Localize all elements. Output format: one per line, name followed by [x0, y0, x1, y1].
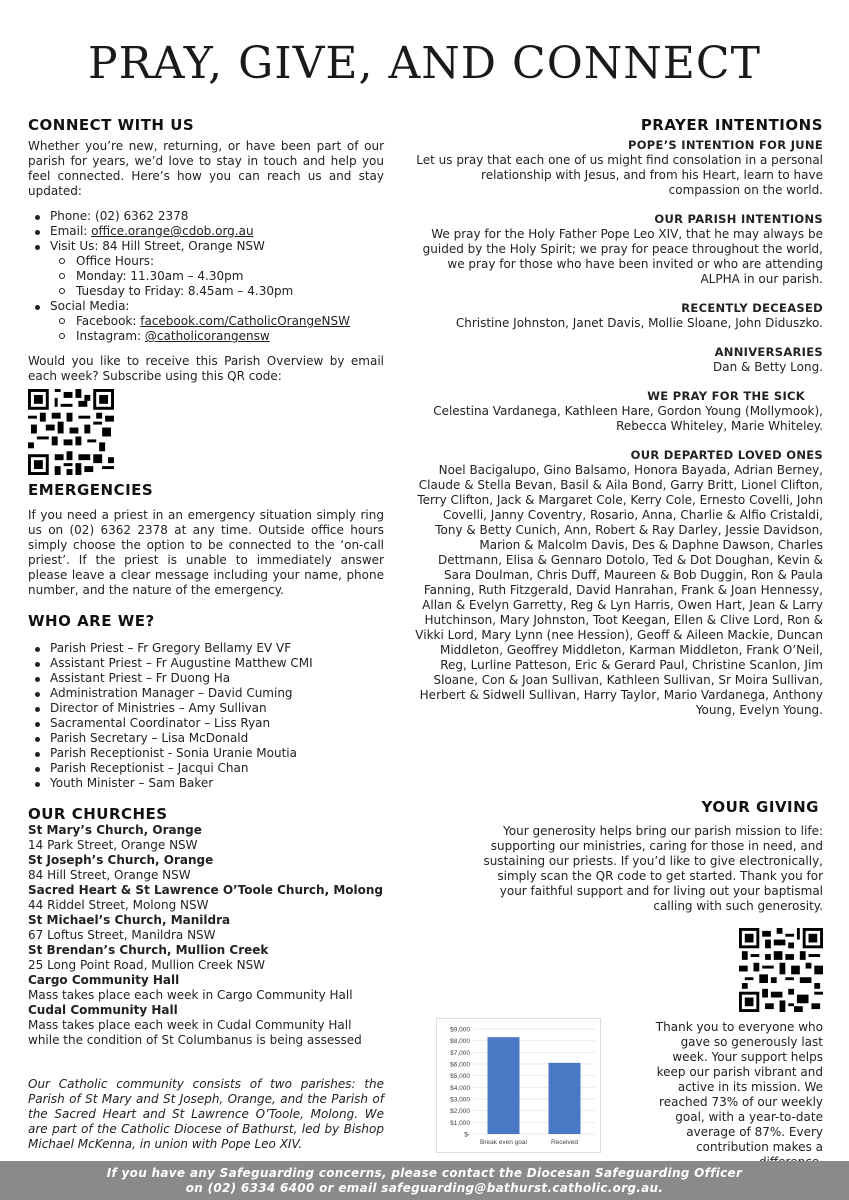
hours-tue-fri: Tuesday to Friday: 8.45am – 4.30pm [50, 284, 384, 299]
chart-bar [488, 1037, 520, 1134]
church-detail: 14 Park Street, Orange NSW [28, 838, 198, 852]
anniversaries-heading: ANNIVERSARIES [714, 345, 823, 359]
deceased-text: Christine Johnston, Janet Davis, Mollie Sloane, John Diduszko. [455, 316, 823, 330]
chart-y-tick-label: $5,000 [450, 1073, 470, 1081]
instagram-label: Instagram: [76, 329, 145, 343]
church-entry [28, 913, 384, 943]
connect-intro: Whether you’re new, returning, or have been part of our parish for years, we’d love to stay in touch and help you feel connected. Here’s how you can reach us and stay updated: [28, 139, 384, 198]
giving-qr-code[interactable] [739, 928, 823, 1012]
church-entry [28, 823, 384, 853]
sick-text: Celestina Vardanega, Kathleen Hare, Gordon Young (Mollymook), Rebecca Whiteley, Marie Whiteley. [433, 404, 823, 433]
staff-item: Administration Manager – David Cuming [28, 686, 384, 701]
chart-y-tick-label: $4,000 [450, 1084, 470, 1092]
emergencies-text: If you need a priest in an emergency situation simply ring us on (02) 6362 2378 at any time. Outside office hours simply choose the option to be connected to the ‘on-call priest’. If the priest is unable to immediately answer please leave a clear message including your name, phone number, and the nature of the emergency. [28, 508, 384, 597]
right-column [413, 116, 823, 718]
deceased-heading: RECENTLY DECEASED [681, 301, 823, 315]
chart-y-tick-label: $8,000 [450, 1038, 470, 1046]
contact-visit [28, 239, 384, 299]
safeguarding-footer [0, 1161, 849, 1200]
chart-y-tick-label: $1,000 [450, 1119, 470, 1127]
staff-list [28, 641, 384, 791]
church-detail: 25 Long Point Road, Mullion Creek NSW [28, 958, 266, 972]
giving-text: Your generosity helps bring our parish mission to life: supporting our ministries, caring for those in need, and sustaining our priests. If you’d like to give electronically, simply scan the QR code to get started. Thank you for your faithful support and for living out your baptismal calling with such generosity. [483, 824, 823, 913]
subscribe-qr-code[interactable] [28, 389, 114, 475]
church-name: St Joseph’s Church, Orange [28, 853, 214, 867]
church-detail: Mass takes place each week in Cargo Community Hall [28, 988, 353, 1002]
prayer-heading: PRAYER INTENTIONS [640, 116, 823, 134]
departed-heading: OUR DEPARTED LOVED ONES [630, 448, 823, 462]
community-note: Our Catholic community consists of two parishes: the Parish of St Mary and St Joseph, Orange, and the Parish of the Sacred Heart and St Lawrence O’Toole, Molong. We are part of the Catholic Diocese of Bathurst, led by Bishop Michael McKenna, in union with Pope Leo XIV. [28, 1077, 384, 1151]
church-entry [28, 883, 384, 913]
footer-line-2: on (02) 6334 6400 or email safeguarding@bathurst.catholic.org.au. [185, 1181, 664, 1195]
giving-section [483, 798, 823, 1012]
chart-x-tick-label: Received [550, 1139, 579, 1146]
visit-label: Visit Us: 84 Hill Street, Orange NSW [50, 239, 265, 253]
churches-heading: OUR CHURCHES [28, 805, 168, 823]
church-detail: Mass takes place each week in Cudal Community Hall while the condition of St Columbanus is being assessed [28, 1018, 362, 1047]
church-detail: 84 Hill Street, Orange NSW [28, 868, 191, 882]
chart-y-tick-label: $7,000 [450, 1049, 470, 1057]
church-detail: 44 Riddel Street, Molong NSW [28, 898, 209, 912]
staff-item: Assistant Priest – Fr Duong Ha [28, 671, 384, 686]
staff-item: Sacramental Coordinator – Liss Ryan [28, 716, 384, 731]
giving-bar-chart [437, 1019, 602, 1154]
church-name: St Michael’s Church, Manildra [28, 913, 231, 927]
contact-email [28, 224, 384, 239]
contact-phone: Phone: (02) 6362 2378 [28, 209, 384, 224]
anniversaries-text: Dan & Betty Long. [713, 360, 823, 374]
church-detail: 67 Loftus Street, Manildra NSW [28, 928, 216, 942]
who-heading: WHO ARE WE? [28, 612, 155, 630]
church-list [28, 823, 384, 1048]
sick-heading: WE PRAY FOR THE SICK [647, 389, 805, 403]
contact-social [28, 299, 384, 344]
pope-intention-heading: POPE’S INTENTION FOR JUNE [628, 138, 823, 152]
church-entry [28, 853, 384, 883]
page-title: PRAY, GIVE, AND CONNECT [88, 38, 761, 89]
chart-x-tick-label: Break even goal [480, 1139, 527, 1146]
facebook-label: Facebook: [76, 314, 141, 328]
staff-item: Youth Minister – Sam Baker [28, 776, 384, 791]
office-hours-label: Office Hours: [50, 254, 384, 269]
chart-y-tick-label: $3,000 [450, 1096, 470, 1104]
social-label: Social Media: [50, 299, 130, 313]
departed-text: Noel Bacigalupo, Gino Balsamo, Honora Bayada, Adrian Berney, Claude & Stella Bevan, Basil & Aila Bond, Garry Britt, Lionel Clifton, Terry Clifton, Jack & Margaret Cole, Kerry Cole, Ernesto Covelli, John Covelli, Janny Coventry, Rosario, Anna, Charlie & Alfio Cristaldi, Tony & Betty Cunich, Ann, Robert & Ray Darley, Jessie Davidson, Marion & Malcolm Davis, Des & Daphne Dawson, Charles Dettmann, Elisa & Gennaro Dotolo, Ted & Dot Doughan, Kevin & Sara Doulman, Chris Duff, Maureen & Bob Duggin, Ron & Paula Fanning, Ruth Fitzgerald, David Hanrahan, Frank & Joan Hennessy, Allan & Evelyn Garretty, Reg & Lyn Harris, Owen Hart, Jean & Larry Hutchinson, Mary Johnston, Toot Keegan, Ellen & Clive Lord, Ron & Vikki Lord, Mary Lynn (nee Hession), Geoff & Aileen Mackie, Duncan Middleton, Geoffrey Middleton, Karman Middleton, Frank O’Neil, Reg, Lurline Patteson, Eric & Gerard Paul, Christine Scanlon, Jim Sloane, Con & Joan Sullivan, Kathleen Sullivan, Sr Moira Sullivan, Herbert & Sidwell Sullivan, Harry Taylor, Mario Vardanega, Anthony Young, Evelyn Young. [415, 463, 823, 717]
social-instagram [50, 329, 384, 344]
footer-line-1: If you have any Safeguarding concerns, please contact the Diocesan Safeguarding Officer [106, 1166, 743, 1180]
emergencies-heading: EMERGENCIES [28, 481, 154, 499]
giving-chart [436, 1018, 601, 1153]
instagram-link[interactable]: @catholicorangensw [144, 329, 270, 343]
church-entry [28, 973, 384, 1003]
chart-y-tick-label: $9,000 [450, 1026, 470, 1034]
church-name: Sacred Heart & St Lawrence O’Toole Church, Molong [28, 883, 383, 897]
church-name: Cudal Community Hall [28, 1003, 178, 1017]
staff-item: Director of Ministries – Amy Sullivan [28, 701, 384, 716]
staff-item: Parish Priest – Fr Gregory Bellamy EV VF [28, 641, 384, 656]
connect-heading: CONNECT WITH US [28, 116, 195, 134]
staff-item: Parish Receptionist – Jacqui Chan [28, 761, 384, 776]
church-name: Cargo Community Hall [28, 973, 180, 987]
church-name: St Brendan’s Church, Mullion Creek [28, 943, 269, 957]
email-label: Email: [50, 224, 92, 238]
parish-intentions-heading: OUR PARISH INTENTIONS [654, 212, 823, 226]
facebook-link[interactable]: facebook.com/CatholicOrangeNSW [140, 314, 350, 328]
contact-list [28, 209, 384, 344]
email-link[interactable]: office.orange@cdob.org.au [91, 224, 254, 238]
chart-y-tick-label: $2,000 [450, 1108, 470, 1116]
subscribe-text: Would you like to receive this Parish Overview by email each week? Subscribe using this QR code: [28, 354, 384, 383]
chart-y-tick-label: $6,000 [450, 1061, 470, 1069]
social-facebook [50, 314, 384, 329]
staff-item: Parish Secretary – Lisa McDonald [28, 731, 384, 746]
church-name: St Mary’s Church, Orange [28, 823, 202, 837]
parish-intentions-text: We pray for the Holy Father Pope Leo XIV, that he may always be guided by the Holy Spirit; we pray for peace throughout the world, we pray for those who have been invited or who are attending ALPHA in our parish. [422, 227, 823, 286]
church-entry [28, 1003, 384, 1048]
chart-y-tick-label: $- [464, 1131, 470, 1139]
chart-bar [549, 1063, 581, 1134]
staff-item: Parish Receptionist - Sonia Uranie Moutia [28, 746, 384, 761]
pope-intention-text: Let us pray that each one of us might find consolation in a personal relationship with Jesus, and from his Heart, learn to have compassion on the world. [416, 153, 823, 197]
giving-heading: YOUR GIVING [701, 798, 819, 816]
church-entry [28, 943, 384, 973]
hours-monday: Monday: 11.30am – 4.30pm [50, 269, 384, 284]
staff-item: Assistant Priest – Fr Augustine Matthew CMI [28, 656, 384, 671]
giving-thanks-text: Thank you to everyone who gave so generously last week. Your support helps keep our parish vibrant and active in its mission. We reached 73% of our weekly goal, with a year-to-date average of 87%. Every contribution makes a [655, 1020, 823, 1154]
left-column [28, 116, 384, 1152]
